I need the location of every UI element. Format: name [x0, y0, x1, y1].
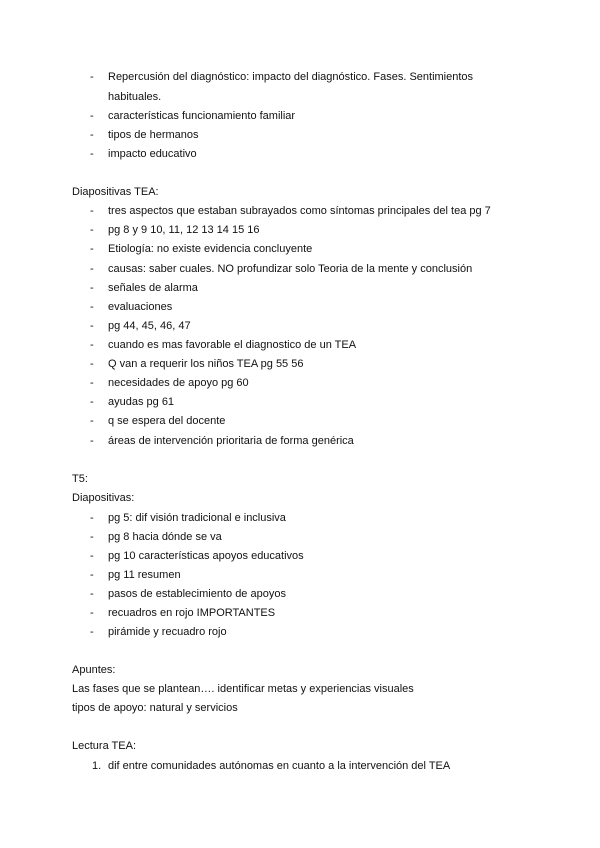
bullet-mark: -	[90, 358, 94, 370]
section-heading-t5: T5:	[72, 473, 88, 485]
bullet-mark: -	[90, 205, 94, 217]
list-item-text: pg 5: dif visión tradicional e inclusiva	[108, 512, 286, 524]
bullet-mark: -	[90, 435, 94, 447]
list-item-text: pasos de establecimiento de apoyos	[108, 588, 286, 600]
paragraph-line: tipos de apoyo: natural y servicios	[72, 702, 238, 714]
section-heading-apuntes: Apuntes:	[72, 664, 116, 676]
list-item-text: tres aspectos que estaban subrayados como síntomas principales del tea pg 7	[108, 205, 491, 217]
bullet-mark: -	[90, 282, 94, 294]
bullet-mark: -	[90, 224, 94, 236]
list-item-text: Repercusión del diagnóstico: impacto del diagnóstico. Fases. Sentimientos	[108, 71, 474, 83]
list-item-text: áreas de intervención prioritaria de forma genérica	[108, 435, 354, 447]
list-item-text: Q van a requerir los niños TEA pg 55 56	[108, 358, 304, 370]
bullet-mark: -	[90, 243, 94, 255]
list-number: 1.	[92, 760, 102, 772]
list-item-text: impacto educativo	[108, 148, 197, 160]
section-heading-tea: Diapositivas TEA:	[72, 186, 159, 198]
list-item-text: Etiología: no existe evidencia concluyente	[108, 243, 313, 255]
bullet-mark: -	[90, 569, 94, 581]
bullet-mark: -	[90, 588, 94, 600]
list-item-text: características funcionamiento familiar	[108, 110, 296, 122]
bullet-mark: -	[90, 339, 94, 351]
bullet-mark: -	[90, 607, 94, 619]
list-item-text: señales de alarma	[108, 282, 198, 294]
list-item-text: pirámide y recuadro rojo	[108, 626, 227, 638]
bullet-mark: -	[90, 531, 94, 543]
bullet-mark: -	[90, 148, 94, 160]
list-item-text: evaluaciones	[108, 301, 173, 313]
list-item-text: q se espera del docente	[108, 415, 226, 427]
list-item-text: habituales.	[108, 91, 162, 103]
list-item-text: pg 8 hacia dónde se va	[108, 531, 222, 543]
section-subheading-diapositivas: Diapositivas:	[72, 492, 135, 504]
bullet-mark: -	[90, 71, 94, 83]
list-item-text: pg 44, 45, 46, 47	[108, 320, 191, 332]
bullet-mark: -	[90, 301, 94, 313]
list-item-text: causas: saber cuales. NO profundizar solo Teoria de la mente y conclusión	[108, 263, 473, 275]
list-item-text: ayudas pg 61	[108, 396, 175, 408]
paragraph-line: Las fases que se plantean…. identificar metas y experiencias visuales	[72, 683, 414, 695]
bullet-mark: -	[90, 129, 94, 141]
bullet-mark: -	[90, 377, 94, 389]
list-item-text: pg 11 resumen	[108, 569, 181, 581]
bullet-mark: -	[90, 626, 94, 638]
list-item-text: dif entre comunidades autónomas en cuanto a la intervención del TEA	[108, 760, 451, 772]
list-item-text: recuadros en rojo IMPORTANTES	[108, 607, 276, 619]
list-item-text: pg 8 y 9 10, 11, 12 13 14 15 16	[108, 224, 260, 236]
bullet-mark: -	[90, 415, 94, 427]
bullet-mark: -	[90, 550, 94, 562]
bullet-mark: -	[90, 512, 94, 524]
list-item-text: necesidades de apoyo pg 60	[108, 377, 249, 389]
bullet-mark: -	[90, 110, 94, 122]
list-item-text: tipos de hermanos	[108, 129, 199, 141]
list-item-text: cuando es mas favorable el diagnostico de un TEA	[108, 339, 357, 351]
list-item-text: pg 10 características apoyos educativos	[108, 550, 304, 562]
bullet-mark: -	[90, 320, 94, 332]
bullet-mark: -	[90, 396, 94, 408]
bullet-mark: -	[90, 263, 94, 275]
section-heading-lectura: Lectura TEA:	[72, 740, 136, 752]
